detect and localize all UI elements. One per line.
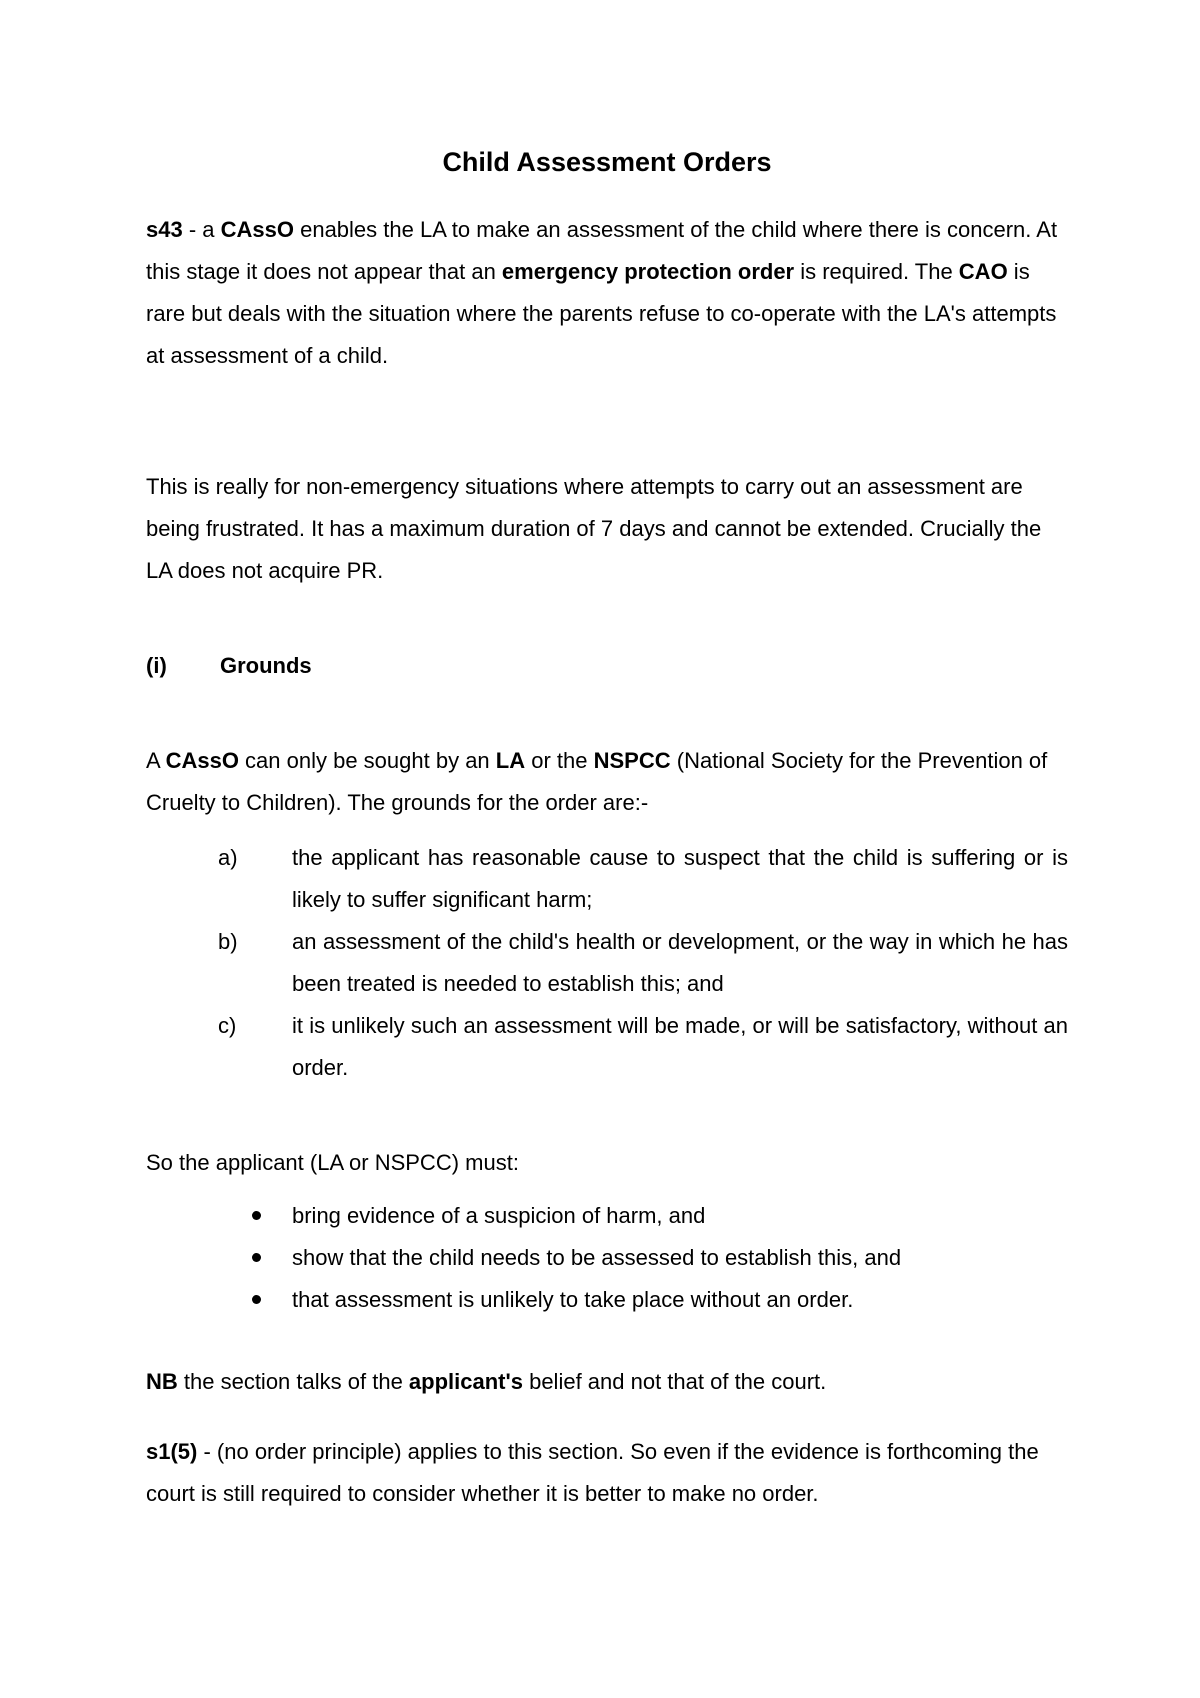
list-item [218, 1005, 1068, 1089]
heading-number: (i) [146, 653, 167, 678]
paragraph-s43: s43 - a CAssO enables the LA to make an assessment of the child where there is concern. At this stage it does not appear that an emergency protection order is required. The CAO is rare but deals with the situation where the parents refuse to co-operate with the LA's attempts at assessment of a child. [146, 217, 1058, 368]
term-epo: emergency protection order [501, 259, 795, 284]
bullet-icon [252, 1253, 261, 1262]
paragraph-nb: NB the section talks of the applicant's belief and not that of the court. [146, 1369, 827, 1394]
list-item [218, 837, 1068, 921]
term-casso: CAssO [220, 217, 294, 242]
term-nspcc: NSPCC [593, 748, 671, 773]
list-item-text: the applicant has reasonable cause to suspect that the child is suffering or is likely to suffer significant harm; [292, 845, 1068, 912]
heading-label: Grounds [220, 653, 312, 678]
bullet-icon [252, 1295, 261, 1304]
section-ref-s43: s43 [146, 217, 183, 242]
list-item-text: an assessment of the child's health or development, or the way in which he has been treated is needed to establish this; and [292, 929, 1068, 996]
section-ref-s1-5: s1(5) [146, 1439, 198, 1464]
list-marker: a) [218, 845, 238, 870]
list-marker: b) [218, 929, 238, 954]
list-item-text: that assessment is unlikely to take place without an order. [292, 1287, 854, 1312]
requirements-list [218, 1195, 1068, 1321]
term-nb: NB [146, 1369, 178, 1394]
bullet-icon [252, 1211, 261, 1220]
list-item-text: show that the child needs to be assessed to establish this, and [292, 1245, 902, 1270]
paragraph-non-emergency: This is really for non-emergency situations where attempts to carry out an assessment are being frustrated. It has a maximum duration of 7 days and cannot be extended. Crucially the LA does not acquire PR. [146, 474, 1042, 583]
paragraph-applicant-must: So the applicant (LA or NSPCC) must: [146, 1150, 519, 1175]
term-la: LA [495, 748, 526, 773]
list-item [218, 1237, 1068, 1279]
heading-grounds [146, 645, 312, 687]
list-item [218, 921, 1068, 1005]
page-title: Child Assessment Orders [442, 147, 772, 177]
list-item [218, 1195, 1068, 1237]
list-item-text: bring evidence of a suspicion of harm, and [292, 1203, 706, 1228]
list-item [218, 1279, 1068, 1321]
paragraph-who-can-apply: A CAssO can only be sought by an LA or the NSPCC (National Society for the Prevention of Cruelty to Children). The grounds for the order are:- [146, 748, 1048, 815]
document-page [146, 0, 1068, 1698]
term-casso: CAssO [165, 748, 239, 773]
grounds-list [218, 837, 1068, 1089]
term-cao: CAO [958, 259, 1008, 284]
list-marker: c) [218, 1013, 237, 1038]
term-applicants: applicant's [408, 1369, 523, 1394]
list-item-text: it is unlikely such an assessment will be made, or will be satisfactory, without an order. [292, 1013, 1068, 1080]
paragraph-no-order-principle: s1(5) - (no order principle) applies to this section. So even if the evidence is forthcoming the court is still required to consider whether it is better to make no order. [146, 1439, 1039, 1506]
